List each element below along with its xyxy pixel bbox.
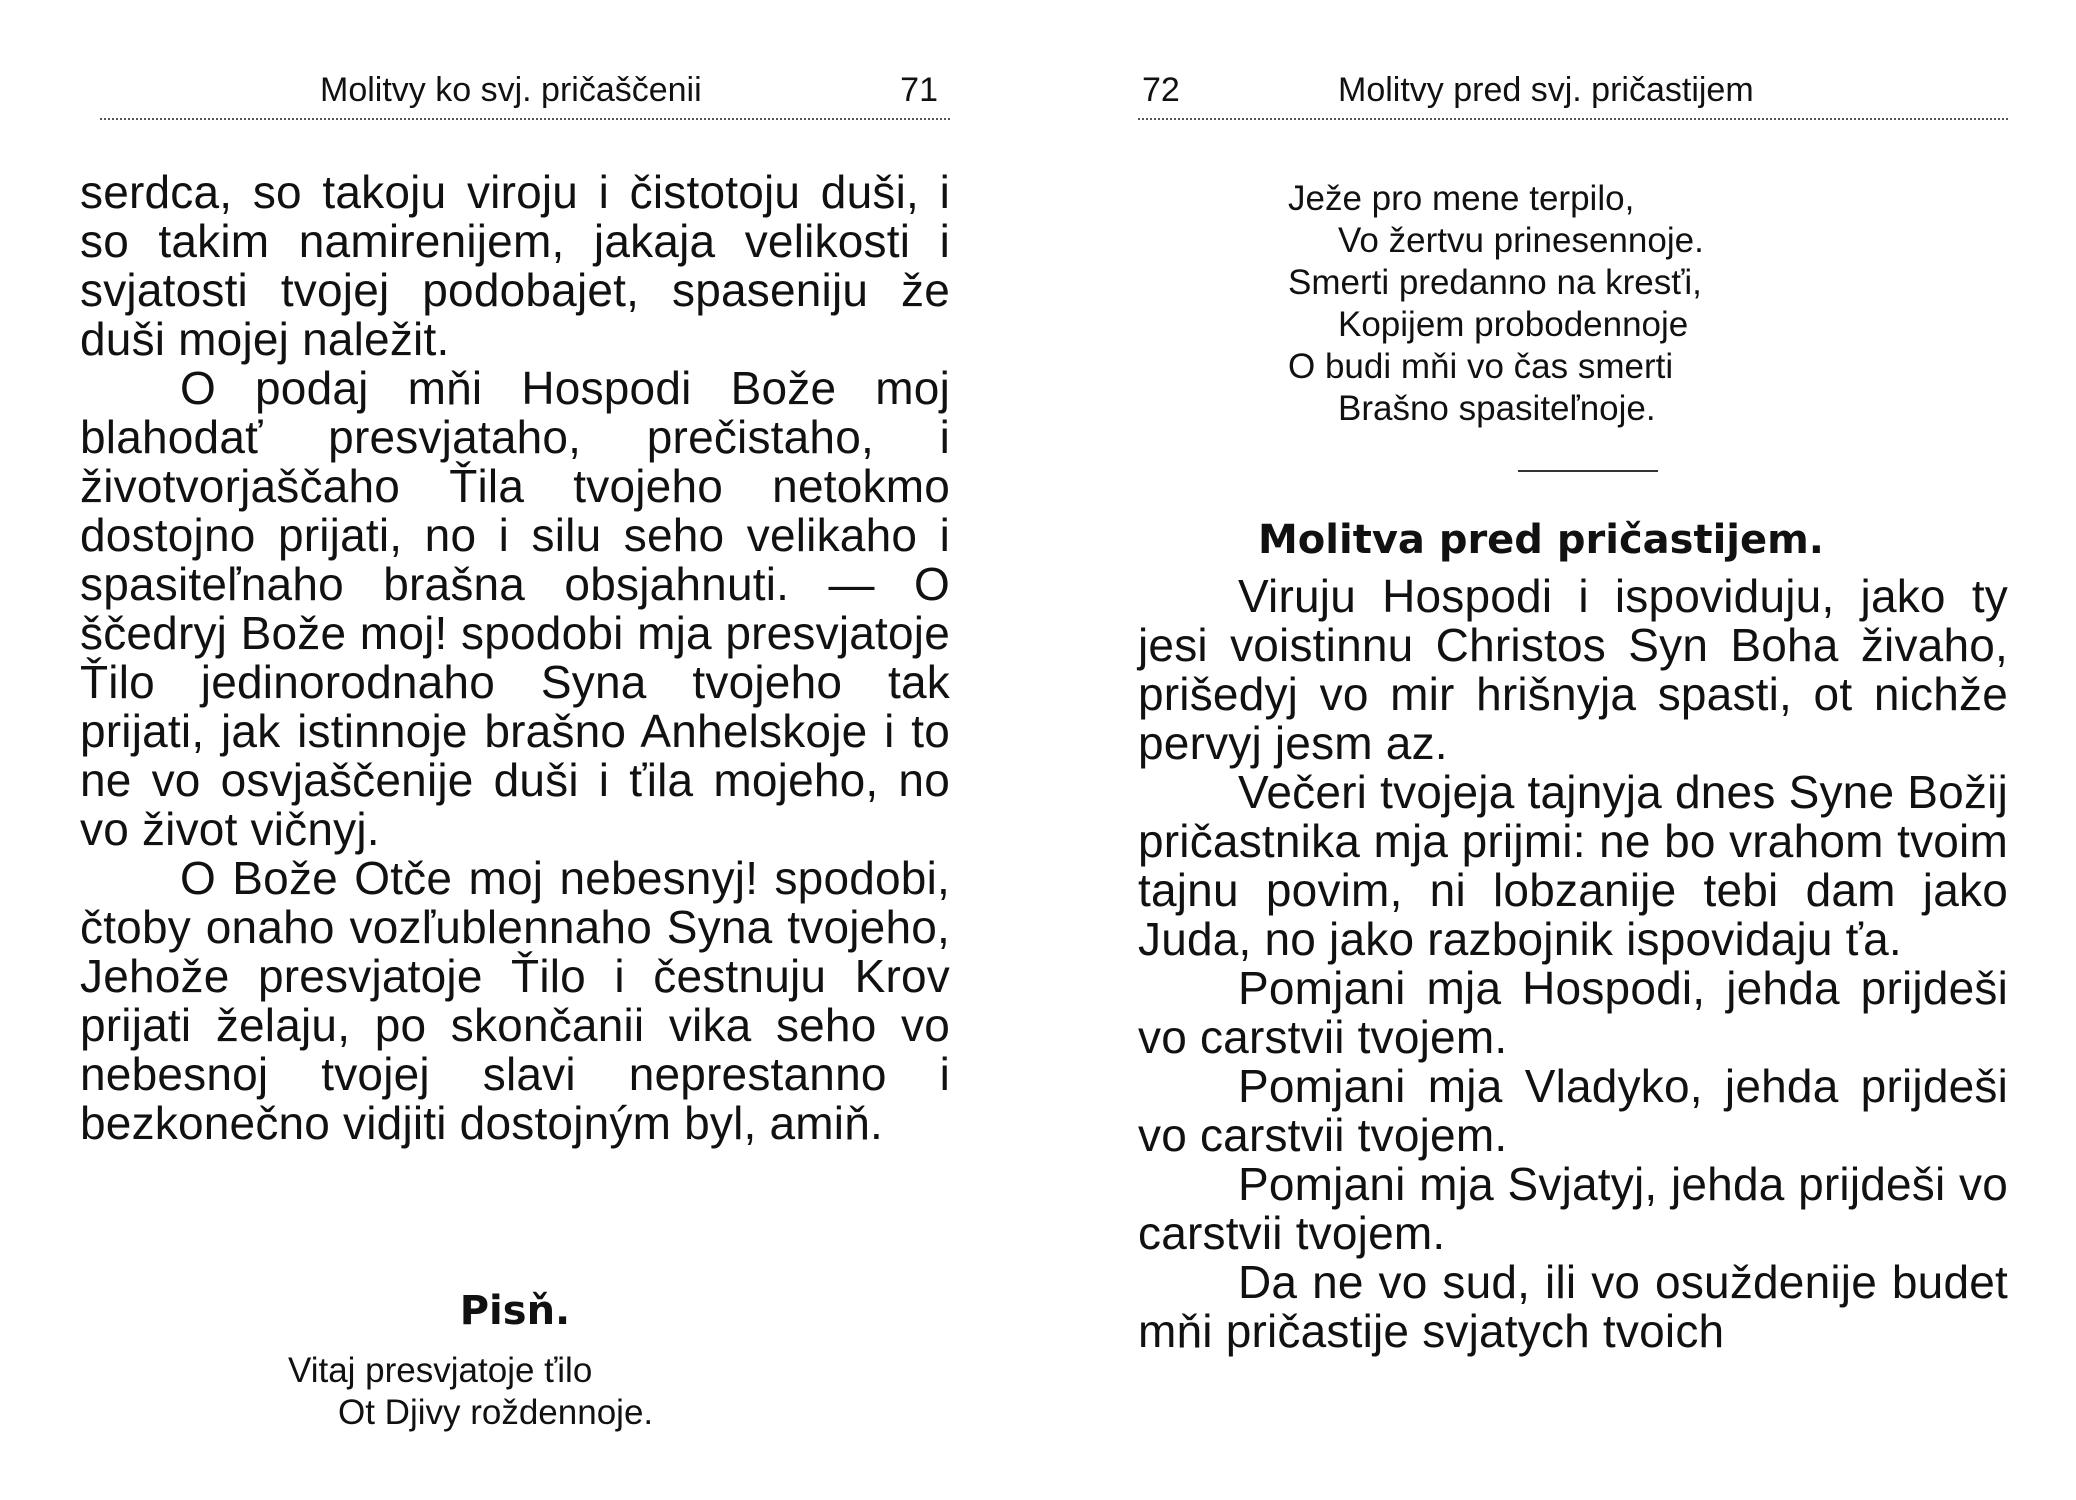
left-page — [80, 0, 950, 1500]
running-head-title: Molitvy ko svj. pričaščenii — [320, 71, 702, 109]
running-head — [1138, 62, 2008, 120]
section-heading: Molitva pred pričastijem. — [1258, 517, 1824, 563]
running-head-title: Molitvy pred svj. pričastijem — [1338, 71, 1754, 109]
body-text — [80, 168, 950, 1148]
paragraph: Pomjani mja Hospodi, jehda prijdeši vo carstvii tvojem. — [1138, 962, 2008, 1063]
verse-line: Vitaj presvjatoje ťilo — [288, 1351, 593, 1390]
verse-line: Ježe pro mene terpilo, — [1288, 179, 1635, 218]
section-divider — [1518, 470, 1658, 472]
paragraph: Da ne vo sud, ili vo osuždenije budet mňi pričastije svjatych tvoich — [1138, 1256, 2008, 1357]
paragraph: Viruju Hospodi i ispoviduju, jako ty jesi voistinnu Christos Syn Boha živaho, prišedyj vo mir hrišnyja spasti, ot nichže pervyj jesm az. — [1138, 570, 2008, 769]
page-number: 72 — [1142, 71, 1180, 109]
verse — [1288, 178, 1704, 430]
page-number: 71 — [900, 71, 938, 109]
paragraph: serdca, so takoju viroju i čistotoju duši, i so takim namirenijem, jakaja velikosti i svjatosti tvojej podobajet, spaseniju že duši mojej naležit. — [80, 166, 950, 365]
paragraph: Pomjani mja Vladyko, jehda prijdeši vo carstvii tvojem. — [1138, 1060, 2008, 1161]
running-head — [100, 62, 950, 120]
verse-line: Ot Djivy roždennoje. — [338, 1393, 654, 1432]
paragraph: Pomjani mja Svjatyj, jehda prijdeši vo carstvii tvojem. — [1138, 1158, 2008, 1259]
verse-line: Smerti predanno na kresťi, — [1288, 263, 1702, 302]
verse-line: O budi mňi vo čas smerti — [1288, 347, 1674, 386]
paragraph: O Bože Otče moj nebesnyj! spodobi, čtoby onaho vozľublennaho Syna tvojeho, Jehože presvjatoje Ťilo i čestnuju Krov prijati želaju, po skončanii vika seho vo nebesnoj tvojej slavi neprestanno i bezkonečno vidjiti dostojným byl, amiň. — [80, 852, 950, 1149]
section-heading: Pisň. — [459, 1288, 571, 1334]
right-page — [1138, 0, 2008, 1500]
paragraph: O podaj mňi Hospodi Bože moj blahodať presvjataho, prečistaho, i životvorjaščaho Ťila tvojeho netokmo dostojno prijati, no i silu seho velikaho i spasiteľnaho brašna obsjahnuti. — O ščedryj Bože moj! spodobi mja presvjatoje Ťilo jedinorodnaho Syna tvojeho tak prijati, jak istinnoje brašno Anhelskoje i to ne vo osvjaščenije duši i ťila mojeho, no vo život vičnyj. — [80, 362, 950, 855]
paragraph: Večeri tvojeja tajnyja dnes Syne Božij pričastnika mja prijmi: ne bo vrahom tvoim tajnu povim, ni lobzanije tebi dam jako Juda, no jako razbojnik ispovidaju ťa. — [1138, 766, 2008, 965]
verse-line: Kopijem probodennoje — [1338, 305, 1689, 344]
body-text — [1138, 572, 2008, 1356]
verse — [288, 1350, 653, 1434]
verse-line: Brašno spasiteľnoje. — [1338, 389, 1656, 428]
verse-line: Vo žertvu prinesennoje. — [1338, 221, 1704, 260]
